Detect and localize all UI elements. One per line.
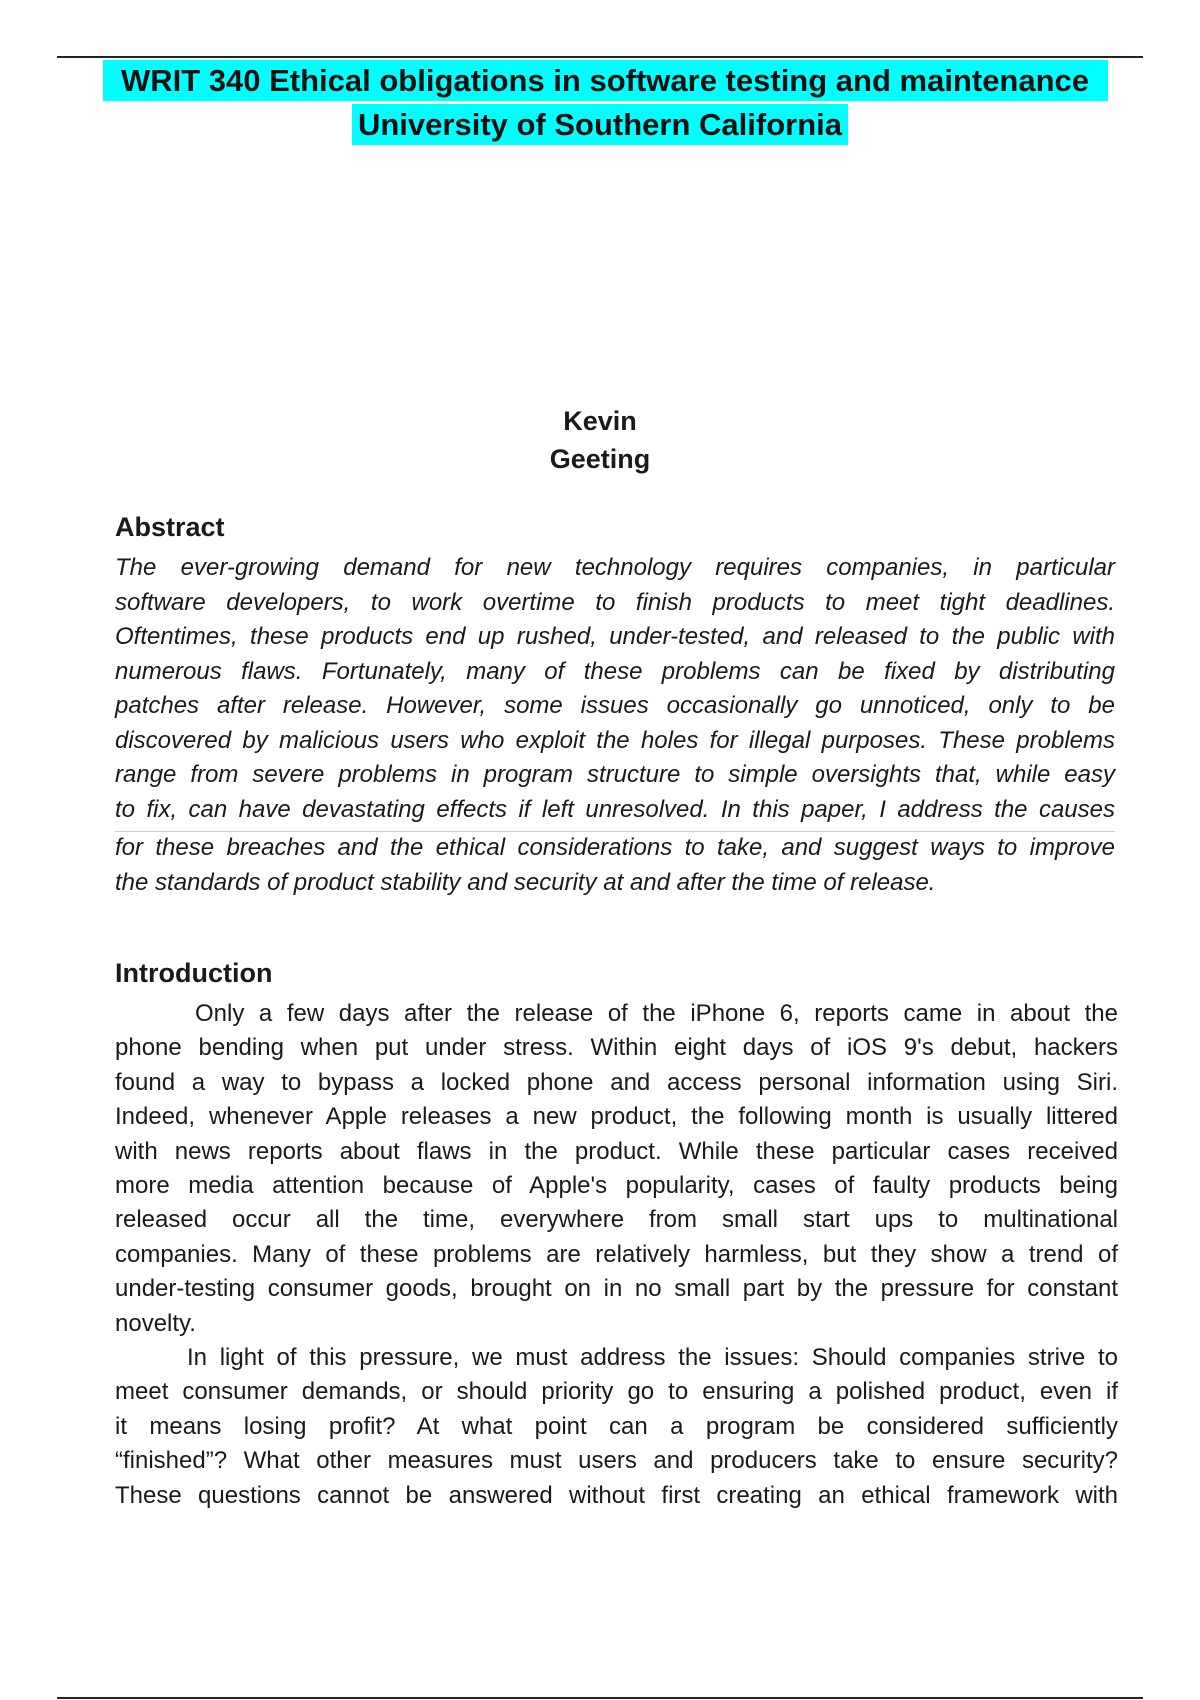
paragraph-line: These questions cannot be answered without first creating an ethical framework with [115, 1481, 1118, 1509]
paragraph-line: more media attention because of Apple's popularity, cases of faulty products being [115, 1172, 1118, 1200]
abstract-line: range from severe problems in program structure to simple oversights that, while easy [115, 761, 1115, 788]
paragraph-line: it means losing profit? At what point can a program be considered sufficiently [115, 1412, 1118, 1440]
abstract-divider [115, 831, 1115, 832]
abstract-line: for these breaches and the ethical considerations to take, and suggest ways to improve [115, 834, 1115, 861]
abstract-line: discovered by malicious users who exploit the holes for illegal purposes. These problems [115, 726, 1115, 754]
paragraph-line: under-testing consumer goods, brought on in no small part by the pressure for constant [115, 1275, 1118, 1303]
paragraph-line: released occur all the time, everywhere from small start ups to multinational [115, 1206, 1118, 1234]
introduction-paragraph-2 [115, 1341, 1118, 1513]
paragraph-line: “finished”? What other measures must users and producers take to ensure security? [115, 1447, 1118, 1475]
introduction-body [115, 997, 1118, 1513]
paragraph-line: novelty. [115, 1309, 196, 1337]
institution-name: University of Southern California [352, 104, 848, 145]
abstract-line: software developers, to work overtime to finish products to meet tight deadlines. [115, 588, 1115, 616]
abstract-line: the standards of product stability and security at and after the time of release. [115, 868, 936, 896]
paragraph-line: Indeed, whenever Apple releases a new product, the following month is usually littered [115, 1103, 1118, 1131]
bottom-rule [57, 1697, 1143, 1699]
introduction-heading: Introduction [115, 958, 273, 988]
author-first-name: Kevin [563, 406, 637, 436]
abstract-line: patches after release. However, some issues occasionally go unnoticed, only to be [115, 692, 1115, 719]
document-title: WRIT 340 Ethical obligations in software testing and maintenance [103, 60, 1108, 101]
abstract-line: Oftentimes, these products end up rushed, under-tested, and released to the public with [115, 623, 1115, 650]
top-rule [57, 56, 1143, 58]
paragraph-line: meet consumer demands, or should priority go to ensuring a polished product, even if [115, 1378, 1118, 1406]
paragraph-line: phone bending when put under stress. Within eight days of iOS 9's debut, hackers [115, 1034, 1118, 1062]
paragraph-line: found a way to bypass a locked phone and access personal information using Siri. [115, 1068, 1118, 1096]
author-last-name: Geeting [549, 444, 651, 474]
paragraph-line: In light of this pressure, we must address the issues: Should companies strive to [187, 1344, 1118, 1372]
introduction-paragraph-1 [115, 997, 1118, 1341]
author-name [0, 402, 1200, 478]
paragraph-line: companies. Many of these problems are relatively harmless, but they show a trend of [115, 1240, 1118, 1268]
paragraph-line: Only a few days after the release of the iPhone 6, reports came in about the [195, 1000, 1118, 1027]
abstract-line: numerous flaws. Fortunately, many of these problems can be fixed by distributing [115, 657, 1115, 685]
abstract-heading: Abstract [115, 512, 225, 542]
paragraph-line: with news reports about flaws in the product. While these particular cases received [115, 1137, 1118, 1165]
document-header [0, 60, 1200, 145]
abstract-line: The ever-growing demand for new technology requires companies, in particular [115, 554, 1115, 581]
abstract-body [115, 551, 1115, 900]
abstract-line: to fix, can have devastating effects if left unresolved. In this paper, I address the causes [115, 795, 1115, 823]
